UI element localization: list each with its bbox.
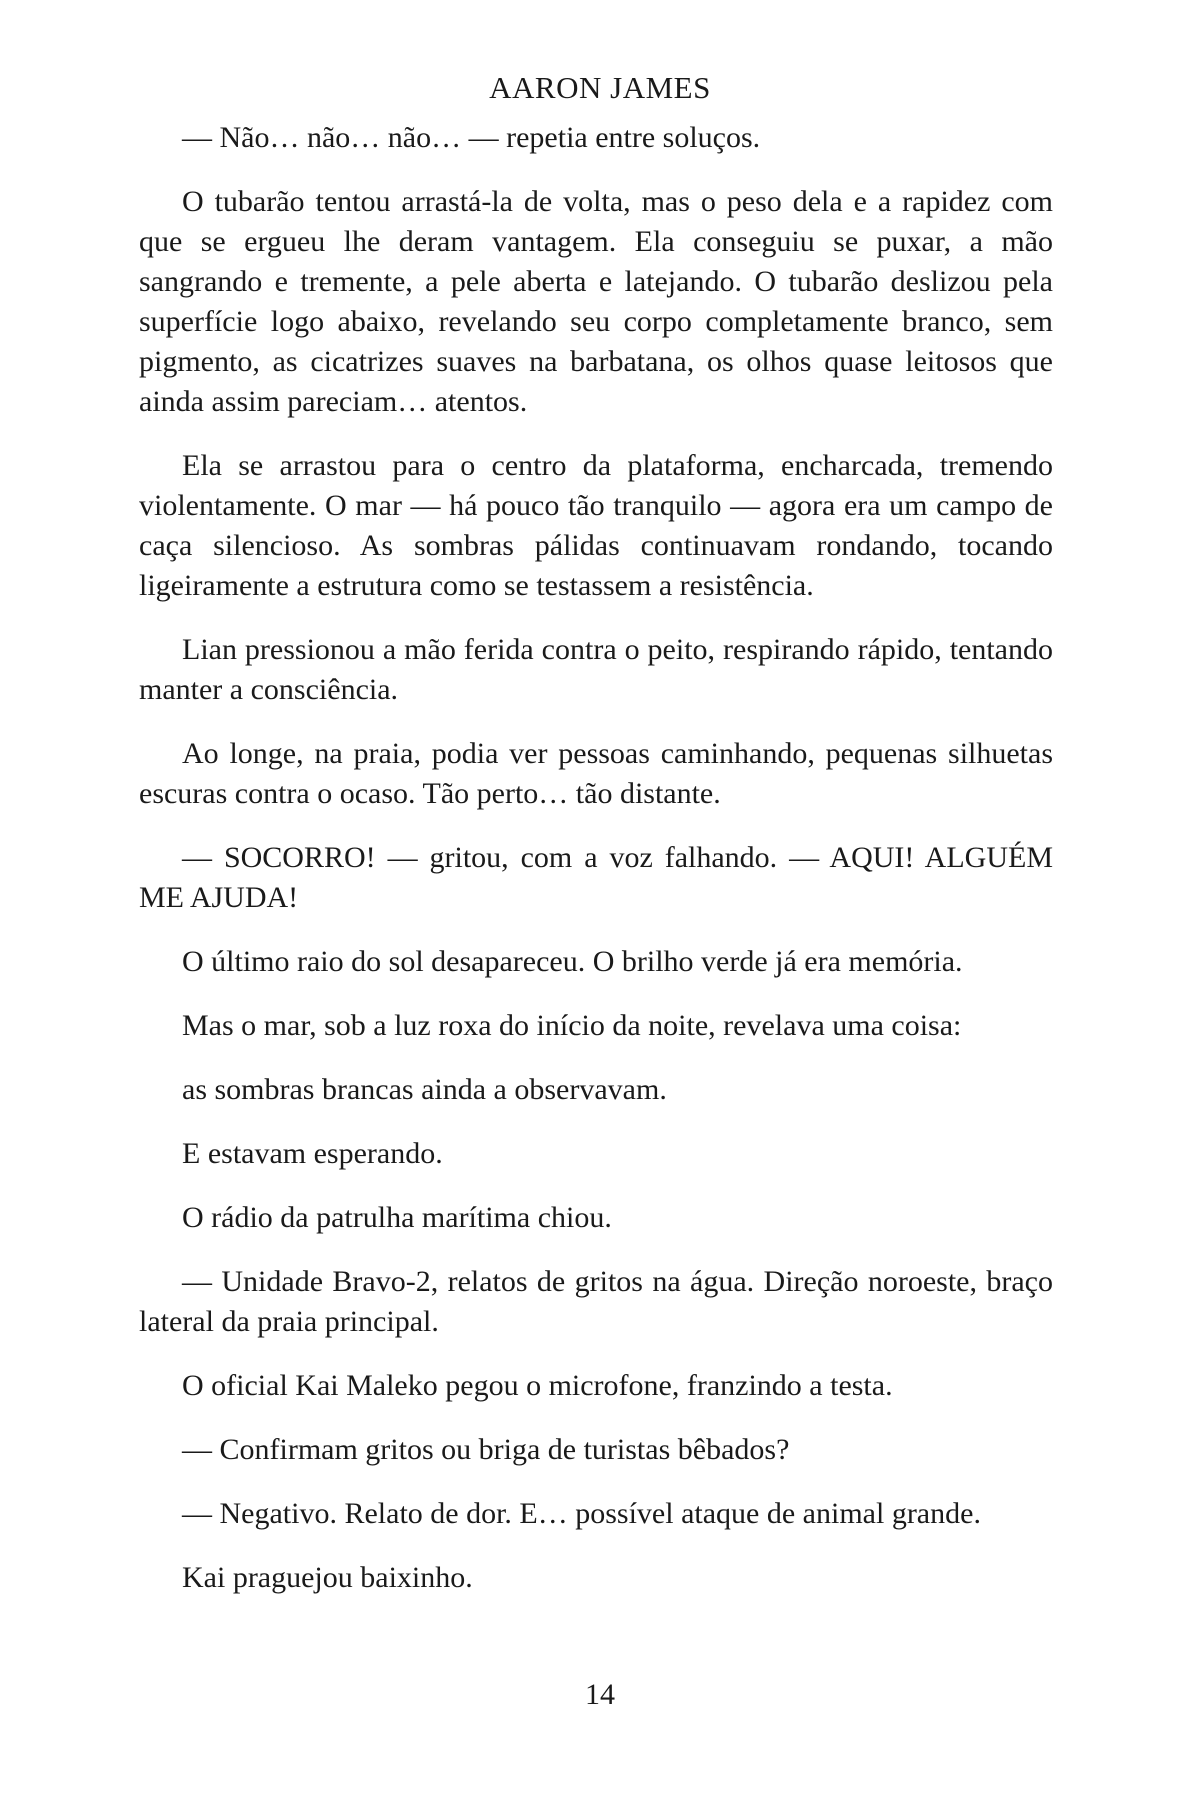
paragraph: — Negativo. Relato de dor. E… possível ataque de animal grande. (182, 1497, 981, 1530)
paragraph: Ela se arrastou para o centro da plataforma, encharcada, tremendo violentamente. O mar — há pouco tão tranquilo — agora era um campo de caça silencioso. As sombras pálidas continuavam rondando, tocando ligeiramente a estrutura como se testassem a resistência. (139, 449, 1053, 602)
paragraph: O último raio do sol desapareceu. O brilho verde já era memória. (182, 945, 963, 978)
paragraph: Mas o mar, sob a luz roxa do início da noite, revelava uma coisa: (182, 1009, 962, 1042)
body-text (139, 118, 1053, 1622)
paragraph: Ao longe, na praia, podia ver pessoas caminhando, pequenas silhuetas escuras contra o ocaso. Tão perto… tão distante. (139, 737, 1053, 810)
paragraph: Lian pressionou a mão ferida contra o peito, respirando rápido, tentando manter a consciência. (139, 633, 1053, 706)
paragraph: O rádio da patrulha marítima chiou. (182, 1201, 612, 1234)
paragraph: as sombras brancas ainda a observavam. (182, 1073, 667, 1106)
paragraph: — Confirmam gritos ou briga de turistas bêbados? (182, 1433, 790, 1466)
page-number: 14 (585, 1678, 615, 1711)
paragraph: — SOCORRO! — gritou, com a voz falhando. — AQUI! ALGUÉM ME AJUDA! (139, 841, 1053, 914)
paragraph: — Unidade Bravo-2, relatos de gritos na água. Direção noroeste, braço lateral da praia principal. (139, 1265, 1053, 1338)
running-header: AARON JAMES (489, 70, 711, 105)
paragraph: Kai praguejou baixinho. (182, 1561, 473, 1594)
paragraph: O oficial Kai Maleko pegou o microfone, franzindo a testa. (182, 1369, 893, 1402)
paragraph: O tubarão tentou arrastá-la de volta, mas o peso dela e a rapidez com que se ergueu lhe deram vantagem. Ela conseguiu se puxar, a mão sangrando e tremente, a pele aberta e latejando. O tubarão deslizou pela superfície logo abaixo, revelando seu corpo completamente branco, sem pigmento, as cicatrizes suaves na barbatana, os olhos quase leitosos que ainda assim pareciam… atentos. (139, 185, 1053, 418)
paragraph: E estavam esperando. (182, 1137, 443, 1170)
paragraph: — Não… não… não… — repetia entre soluços. (182, 121, 761, 154)
